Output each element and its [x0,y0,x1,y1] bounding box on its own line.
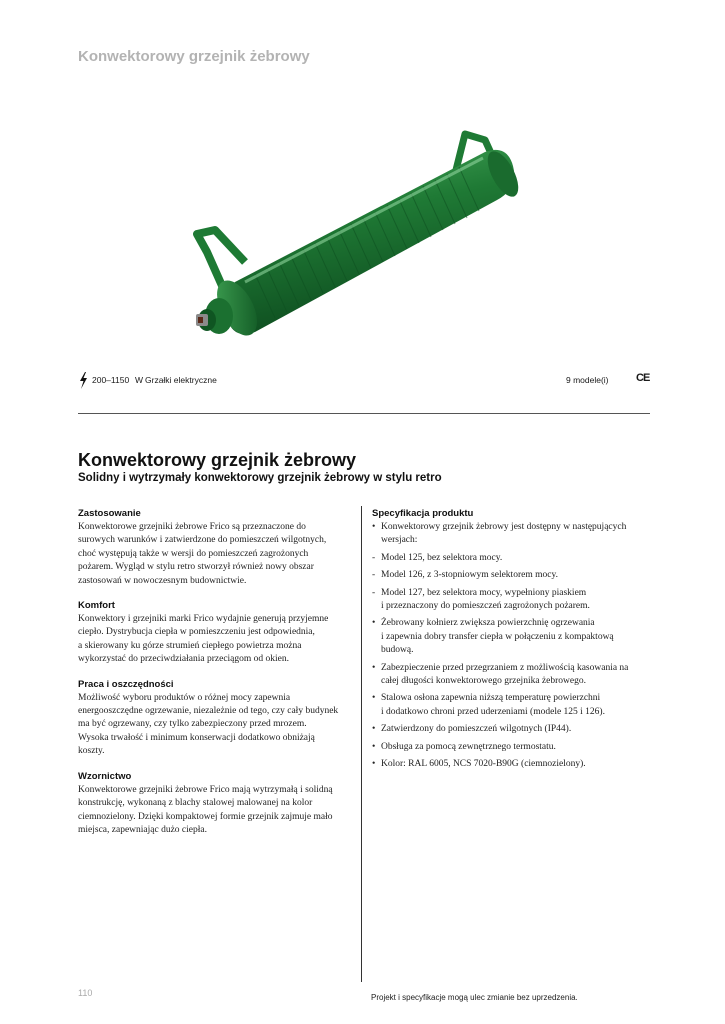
spec-item [372,521,652,548]
page-number: 110 [78,988,93,998]
spec-item-text: Konwektorowy grzejnik żebrowy jest dostępny w następujących wersjach: [381,522,627,546]
spec-item-text: Żebrowany kołnierz zwiększa powierzchnię ogrzewania i zapewnia dobry transfer ciepła w połączeniu z kompaktową budową. [381,618,614,656]
bullet-marker: • [372,662,376,673]
page-header-title: Konwektorowy grzejnik żebrowy [78,48,310,65]
bullet-marker: • [372,618,376,629]
section-heading: Zastosowanie [78,508,141,519]
bullet-marker: - [372,570,376,581]
right-column [372,508,652,776]
section-text: Konwektorowe grzejniki żebrowe Frico mają wytrzymałą i solidną konstrukcję, wykonaną z blachy stalowej malowanej na kolor ciemnozielony. Dzięki kompaktowej formie grzejnik zajmuje mało miejsca, zapewniając dużo ciepła. [78,784,333,835]
spec-item [372,723,652,736]
models-count: 9 modele(i) [566,375,609,385]
spec-item-text: Kolor: RAL 6005, NCS 7020-B90G (ciemnozielony). [381,759,586,770]
horizontal-divider [78,413,650,414]
power-range: 200–1150 [92,375,130,385]
bullet-marker: • [372,741,376,752]
bullet-marker: • [372,724,376,735]
page-title: Konwektorowy grzejnik żebrowy [78,450,357,470]
section-text: Konwektory i grzejniki marki Frico wydajnie generują przyjemne ciepło. Dystrybucja ciepła w pomieszczeniu jest odpowiednia, a skierowany ku górze strumień ciepłego powietrza można wykorzystać do przeciwdziałania przeciągom od okien. [78,614,329,665]
spec-item [372,617,652,657]
section-heading: Wzornictwo [78,770,132,782]
product-info-row [78,372,650,390]
spec-item [372,741,652,754]
power-unit: W [135,375,144,385]
spec-item-text: Obsługa za pomocą zewnętrznego termostatu. [381,741,556,752]
spec-heading: Specyfikacja produktu [372,508,474,519]
spec-item [372,692,652,719]
spec-item [372,758,652,771]
lightning-bolt-icon [78,372,88,389]
spec-item-text: Model 125, bez selektora mocy. [381,552,503,563]
column-divider [361,506,362,982]
spec-list [372,521,652,772]
bullet-marker: • [372,759,376,770]
section-heading: Komfort [78,600,115,612]
section-heading: Praca i oszczędności [78,678,174,690]
spec-item-text: Zatwierdzony do pomieszczeń wilgotnych (IP44). [381,724,572,735]
bullet-marker: - [372,587,376,598]
bullet-marker: • [372,693,376,704]
bullet-marker: - [372,552,376,563]
section-text: Możliwość wyboru produktów o różnej mocy zapewnia energooszczędne ogrzewanie, niezależnie od tego, czy cały budynek ma być ogrzewany, czy tylko zabezpieczony przed mrozem. Wysoka trwałość i minimum konserwacji dodatkowo obniżają koszty. [78,692,339,757]
spec-item-text: Model 126, z 3-stopniowym selektorem mocy. [381,570,558,581]
bullet-marker: • [372,522,376,532]
page-subtitle: Solidny i wytrzymały konwektorowy grzejnik żebrowy w stylu retro [78,472,442,484]
spec-item [372,552,652,565]
spec-item-text: Zabezpieczenie przed przegrzaniem z możliwością kasowania na całej długości konwektorowego grzejnika żebrowego. [381,662,629,687]
spec-item-text: Stalowa osłona zapewnia niższą temperaturę powierzchni i dodatkowo chroni przed uderzeniami (modele 125 i 126). [381,693,605,717]
footer-disclaimer: Projekt i specyfikacje mogą ulec zmianie bez uprzedzenia. [371,993,578,1002]
spec-item [372,587,652,614]
spec-item [372,569,652,582]
product-category: Grzałki elektryczne [145,375,217,385]
ce-mark-icon: CE [636,372,650,384]
section-text: Konwektorowe grzejniki żebrowe Frico są przeznaczone do surowych warunków i zatwierdzone do pomieszczeń wilgotnych, choć występują także w wersji do pomieszczeń zagrożonych pożarem. Wygląd w stylu retro stworzył również nowy obszar zastosowań w nowoczesnym budownictwie. [78,522,327,586]
left-column [78,508,350,849]
product-image [185,122,530,347]
spec-item [372,662,652,689]
spec-item-text: Model 127, bez selektora mocy, wypełniony piaskiem i przeznaczony do pomieszczeń zagrożonych pożarem. [381,587,590,612]
